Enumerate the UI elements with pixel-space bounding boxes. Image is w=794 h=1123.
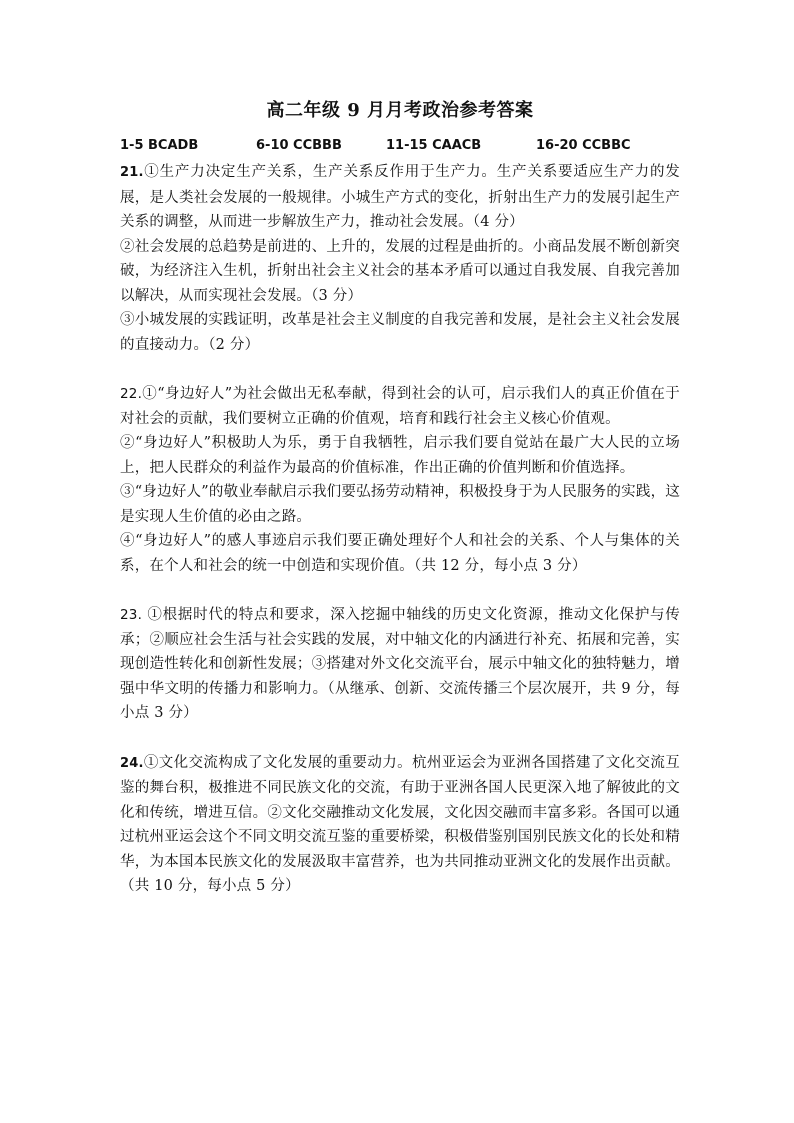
question-21 [120,160,680,357]
q21-point-1-text: ①生产力决定生产关系，生产关系反作用于生产力。生产关系要适应生产力的发展，是人类社会发展的一般规律。小城生产方式的变化，折射出生产力的发展引起生产关系的调整，从而进一步解放生产力，推动社会发展。（4 分） [120,164,680,230]
q23-number: 23. [120,607,143,623]
answer-sheet [120,98,680,899]
q21-point-2: ②社会发展的总趋势是前进的、上升的，发展的过程是曲折的。小商品发展不断创新突破，为经济注入生机，折射出社会主义社会的基本矛盾可以通过自我发展、自我完善加以解决，从而实现社会发展。（3 分） [120,238,680,304]
spacer [120,578,680,603]
question-24 [120,751,680,899]
answers-16-20: 16-20 CCBBC [536,138,631,153]
spacer [120,357,680,382]
q22-point-1-text: ①“身边好人”为社会做出无私奉献，得到社会的认可，启示我们人的真正价值在于对社会的贡献，我们要树立正确的价值观，培育和践行社会主义核心价值观。 [120,386,680,427]
q24-number: 24. [120,755,144,771]
q22-number: 22. [120,386,143,402]
q22-point-1 [120,382,680,431]
q22-point-4: ④“身边好人”的感人事迹启示我们要正确处理好个人和社会的关系、个人与集体的关系，在个人和社会的统一中创造和实现价值。（共 12 分，每小点 3 分） [120,533,680,574]
q22-point-2: ②“身边好人”积极助人为乐，勇于自我牺牲，启示我们要自觉站在最广大人民的立场上，把人民群众的利益作为最高的价值标准，作出正确的价值判断和价值选择。 [120,435,680,476]
q24-answer-text: ①文化交流构成了文化发展的重要动力。杭州亚运会为亚洲各国搭建了文化交流互鉴的舞台积，极推进不同民族文化的交流，有助于亚洲各国人民更深入地了解彼此的文化和传统，增进互信。②文化交融推动文化发展，文化因交融而丰富多彩。各国可以通过杭州亚运会这个不同文明交流互鉴的重要桥梁，积极借鉴别国别民族文化的长处和精华，为本国本民族文化的发展汲取丰富营养，也为共同推动亚洲文化的发展作出贡献。（共 10 分，每小点 5 分） [120,754,680,894]
q21-number: 21. [120,165,144,180]
question-22 [120,382,680,578]
q23-answer-text: ①根据时代的特点和要求，深入挖掘中轴线的历史文化资源，推动文化保护与传承；②顺应社会生活与社会实践的发展，对中轴文化的内涵进行补充、拓展和完善，实现创造性转化和创新性发展；③搭建对外文化交流平台，展示中轴文化的独特魅力，增强中华文明的传播力和影响力。（从继承、创新、交流传播三个层次展开，共 9 分，每小点 3 分） [120,607,680,721]
q23-answer [120,603,680,726]
answers-6-10: 6-10 CCBBB [256,138,342,153]
multiple-choice-answers [120,136,680,156]
spacer [120,726,680,751]
answers-1-5: 1-5 BCADB [120,138,199,153]
q24-answer [120,751,680,899]
q21-point-1 [120,160,680,235]
question-23 [120,603,680,726]
q22-point-3: ③“身边好人”的敬业奉献启示我们要弘扬劳动精神，积极投身于为人民服务的实践，这是实现人生价值的必由之路。 [120,484,680,525]
page-title: 高二年级 9 月月考政治参考答案 [266,100,534,121]
answers-11-15: 11-15 CAACB [386,138,482,153]
q21-point-3: ③小城发展的实践证明，改革是社会主义制度的自我完善和发展，是社会主义社会发展的直接动力。（2 分） [120,312,680,353]
